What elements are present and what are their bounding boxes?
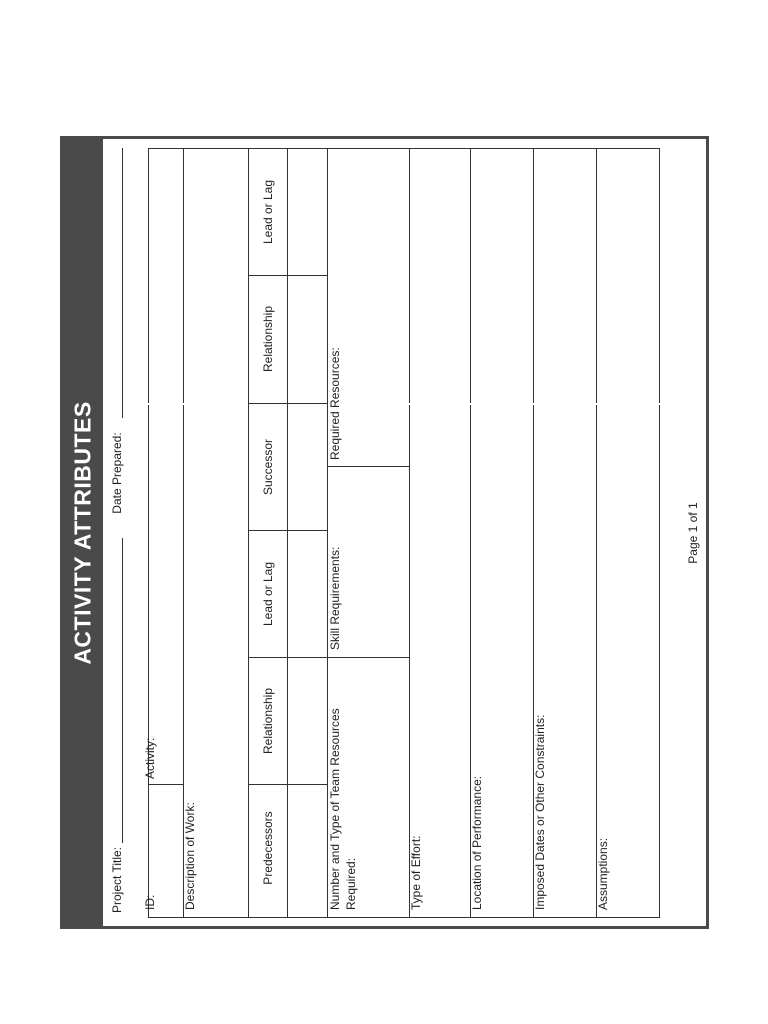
- resources-divider-1: [327, 657, 409, 658]
- lead-or-lag-header-1: Lead or Lag: [261, 561, 275, 627]
- dep-divider-4: [248, 403, 327, 404]
- relationship-header-1: Relationship: [261, 687, 275, 755]
- successor-header: Successor: [261, 438, 275, 496]
- location-label: Location of Performance:: [470, 775, 484, 910]
- dep-divider-2: [248, 657, 327, 658]
- description-label: Description of Work:: [183, 802, 197, 910]
- assumptions-label: Assumptions:: [596, 837, 610, 910]
- resources-divider-2: [327, 466, 409, 467]
- dep-divider-1: [248, 784, 327, 785]
- page-number: Page 1 of 1: [686, 502, 700, 564]
- team-resources-label: Number and Type of Team Resources: [328, 708, 342, 910]
- row-divider-resources: [409, 148, 410, 918]
- activity-label: Activity:: [143, 737, 157, 779]
- row-divider-dependency-header: [287, 148, 288, 918]
- id-label: ID:: [143, 894, 157, 910]
- type-of-effort-label: Type of Effort:: [409, 835, 423, 910]
- skill-requirements-label: Skill Requirements:: [328, 546, 342, 650]
- id-activity-divider: [148, 784, 183, 785]
- form-table: [148, 148, 660, 918]
- team-resources-label-2: Required:: [344, 857, 358, 910]
- date-prepared-field[interactable]: [122, 148, 123, 418]
- relationship-header-2: Relationship: [261, 305, 275, 373]
- predecessors-header: Predecessors: [261, 811, 275, 885]
- imposed-dates-label: Imposed Dates or Other Constraints:: [533, 714, 547, 910]
- lead-or-lag-header-2: Lead or Lag: [261, 179, 275, 245]
- row-divider-imposed: [596, 148, 597, 918]
- required-resources-label: Required Resources:: [328, 347, 342, 460]
- dep-divider-3: [248, 530, 327, 531]
- date-prepared-label: Date Prepared:: [110, 432, 124, 514]
- dep-divider-5: [248, 275, 327, 276]
- project-title-label: Project Title:: [110, 846, 124, 914]
- row-divider-description: [248, 148, 249, 918]
- form-title: ACTIVITY ATTRIBUTES: [69, 401, 96, 665]
- project-title-field[interactable]: [122, 538, 123, 843]
